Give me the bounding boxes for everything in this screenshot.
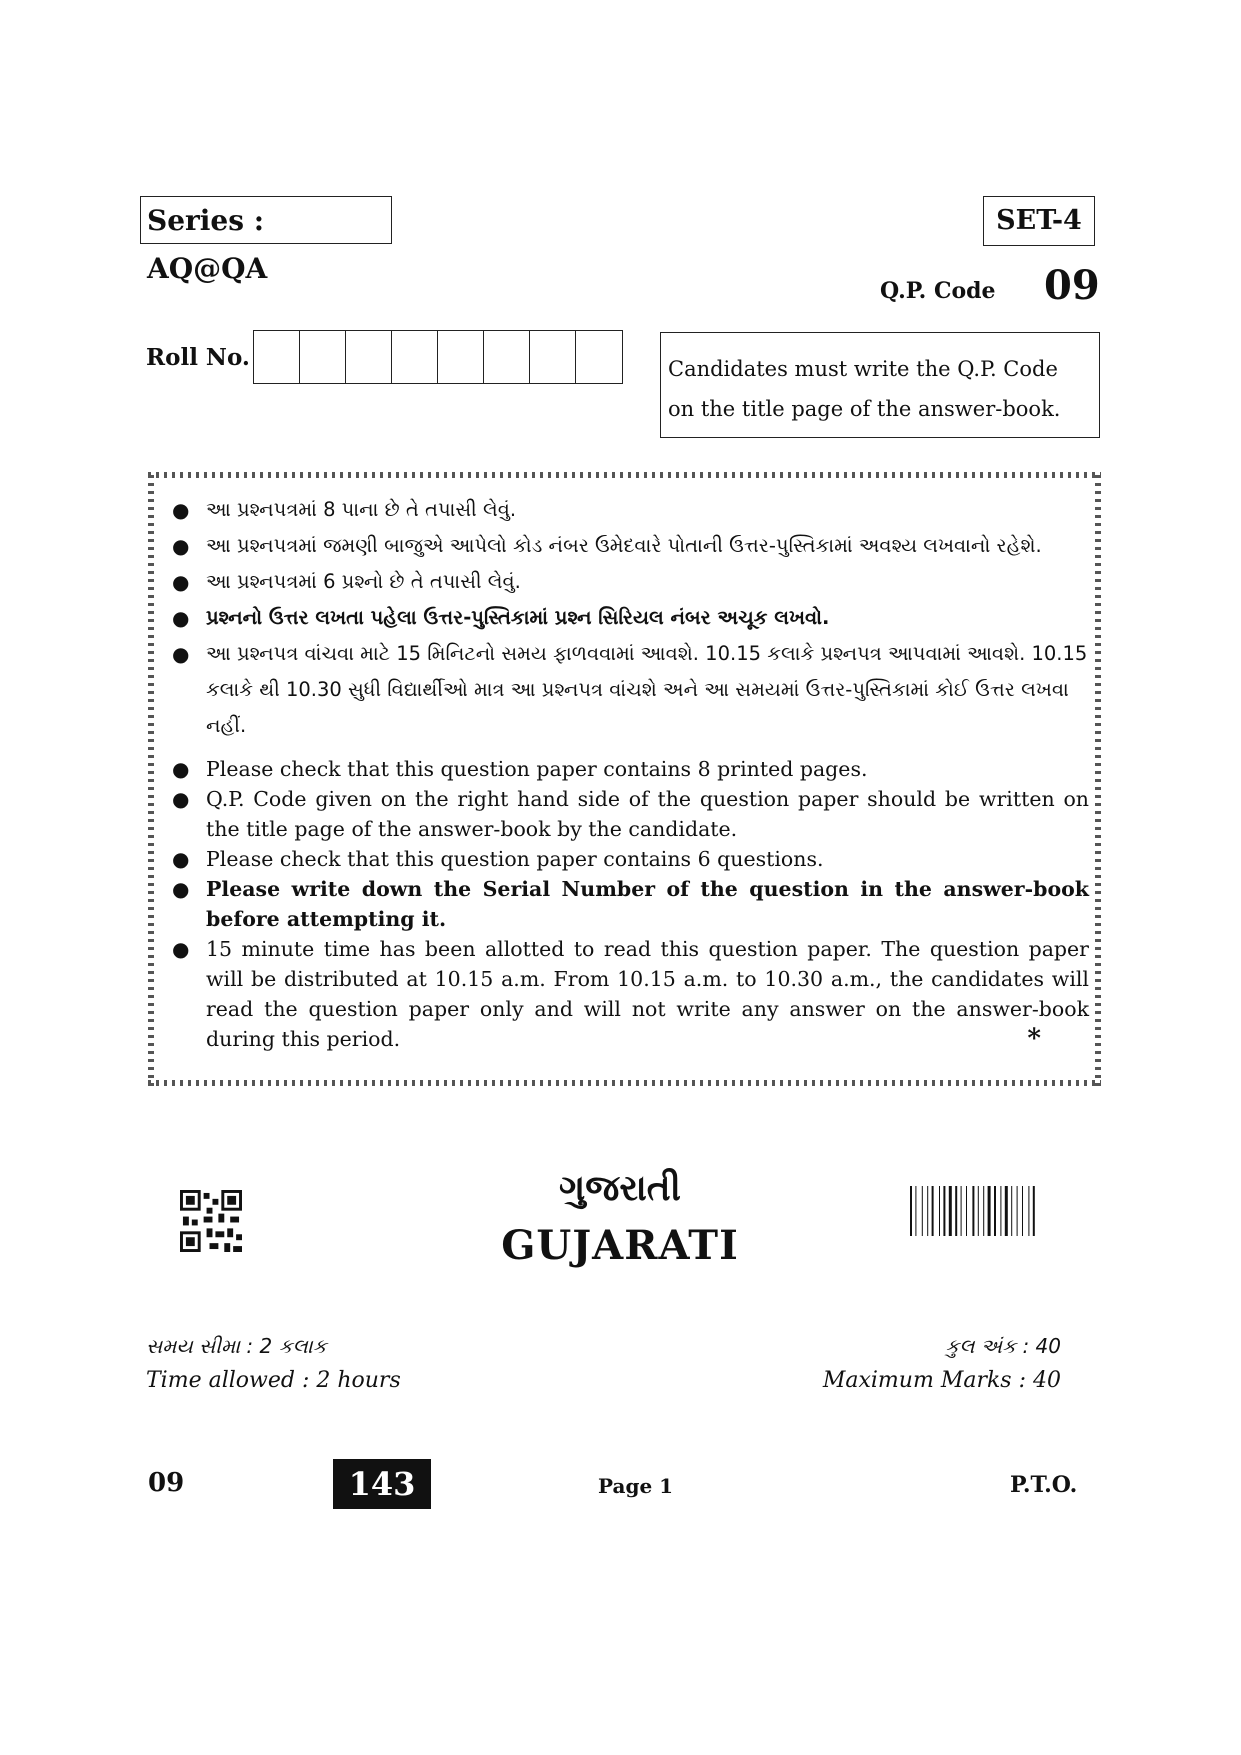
qp-code-label: Q.P. Code — [880, 278, 996, 304]
roll-number-cell[interactable] — [254, 331, 300, 383]
instruction-english: ● 15 minute time has been allotted to read this question paper. The question paper will be distributed at 10.15 a.m. From 10.15 a.m. to 10.30 a.m., the candidates will read the question paper only and will not write any answer on the answer-book during this period. — [164, 934, 1089, 1054]
max-marks-english: Maximum Marks : 40 — [822, 1368, 1061, 1393]
roll-number-cell[interactable] — [392, 331, 438, 383]
roll-number-cell[interactable] — [438, 331, 484, 383]
candidate-note-box — [660, 332, 1100, 438]
max-marks-gujarati: કુલ અંક : 40 — [945, 1334, 1061, 1358]
roll-number-cell[interactable] — [484, 331, 530, 383]
subject-title-gujarati: ગુજરાતી — [559, 1168, 681, 1209]
bullet-icon: ● — [172, 570, 190, 594]
roll-number-cell[interactable] — [346, 331, 392, 383]
instructions-box — [141, 465, 1108, 1093]
candidate-note-line: on the title page of the answer-book. — [668, 397, 1061, 421]
bullet-icon: ● — [172, 642, 190, 666]
bullet-icon: ● — [172, 534, 190, 558]
set-label: SET-4 — [983, 196, 1095, 246]
bullet-icon: ● — [172, 498, 190, 522]
bullet-icon: ● — [172, 757, 190, 781]
series-label: Series : AQ@QA — [140, 196, 392, 244]
candidate-note-line: Candidates must write the Q.P. Code — [668, 357, 1058, 381]
bullet-icon: ● — [172, 787, 190, 811]
bullet-icon: ● — [172, 937, 190, 961]
roll-number-cell[interactable] — [576, 331, 622, 383]
instruction-gujarati: ● પ્રશ્નનો ઉત્તર લખતા પહેલા ઉત્તર-પુસ્તિકામાં પ્રશ્ન સિરિયલ નંબર અચૂક લખવો. — [164, 600, 1089, 636]
roll-number-cell[interactable] — [530, 331, 576, 383]
roll-number-boxes[interactable] — [253, 330, 623, 384]
footer-qp-code: 09 — [148, 1468, 185, 1498]
qp-code-value: 09 — [1044, 262, 1100, 309]
bullet-icon: ● — [172, 606, 190, 630]
footer-number-badge: 143 — [333, 1459, 431, 1509]
instruction-gujarati: ● આ પ્રશ્નપત્રમાં 8 પાના છે તે તપાસી લેવું. — [164, 492, 1089, 528]
time-allowed-english: Time allowed : 2 hours — [146, 1368, 401, 1393]
qr-code-icon — [180, 1190, 242, 1252]
bullet-icon: ● — [172, 847, 190, 871]
pto-label: P.T.O. — [1010, 1472, 1078, 1498]
time-allowed-gujarati: સમય સીમા : 2 કલાક — [146, 1334, 327, 1358]
instruction-gujarati: ● આ પ્રશ્નપત્રમાં 6 પ્રશ્નો છે તે તપાસી લેવું. — [164, 564, 1089, 600]
star-mark: * — [1027, 1024, 1041, 1054]
roll-number-label: Roll No. — [146, 344, 250, 371]
instruction-gujarati: ● આ પ્રશ્નપત્ર વાંચવા માટે 15 મિનિટનો સમય ફાળવવામાં આવશે. 10.15 કલાકે પ્રશ્નપત્ર આપવામાં આવશે. 10.15 કલાકે થી 10.30 સુધી વિદ્યાર્થીઓ માત્ર આ પ્રશ્નપત્ર વાંચશે અને આ સમયમાં ઉત્તર-પુસ્તિકામાં કોઈ ઉત્તર લખવા નહીં. — [164, 636, 1089, 744]
bullet-icon: ● — [172, 877, 190, 901]
subject-title-english: GUJARATI — [501, 1222, 739, 1269]
instruction-english: ● Please write down the Serial Number of the question in the answer-book before attempting it. — [164, 874, 1089, 934]
page-number: Page 1 — [598, 1474, 674, 1498]
instruction-english: ● Q.P. Code given on the right hand side of the question paper should be written on the title page of the answer-book by the candidate. — [164, 784, 1089, 844]
barcode-icon — [910, 1186, 1084, 1236]
roll-number-cell[interactable] — [300, 331, 346, 383]
instruction-english: ● Please check that this question paper contains 8 printed pages. — [164, 754, 1089, 784]
instruction-english: ● Please check that this question paper contains 6 questions. — [164, 844, 1089, 874]
instruction-gujarati: ● આ પ્રશ્નપત્રમાં જમણી બાજુએ આપેલો કોડ નંબર ઉમેદવારે પોતાની ઉત્તર-પુસ્તિકામાં અવશ્ય લખવાનો રહેશે. — [164, 528, 1089, 564]
